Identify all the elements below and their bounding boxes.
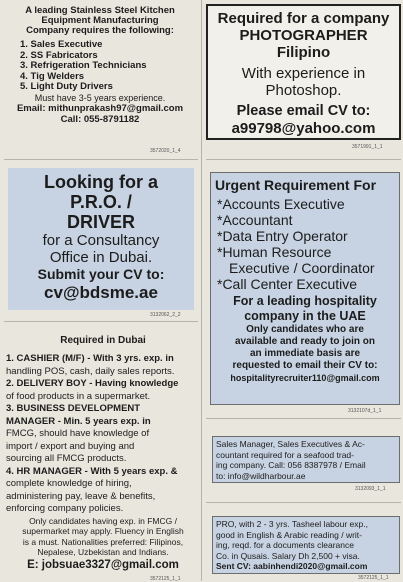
body-line: ing company. Call: 056 8387978 / Email [216,460,366,470]
body-line: Sent CV: aabinhendi2020@gmail.com [216,561,368,571]
ad-required-in-dubai [6,335,200,576]
requirement-line: With experience in [241,65,366,82]
job-title: P.R.O. / [70,192,132,212]
ad-ref-number: 3132107d_1_1 [348,408,382,414]
ad-seafood-trading [212,436,400,483]
ad-ref-number: 3571991_1_1 [352,144,383,150]
body-line: Only candidates having exp. in FMCG / [29,515,177,526]
list-item: 2. SS Fabricators [20,49,98,61]
body-line: requested to email their CV to: [232,360,378,371]
list-item: 4. Tig Welders [20,70,85,82]
body-line: an immediate basis are [249,348,361,359]
ad-title [2,6,198,36]
ad-urgent-requirement [210,172,400,405]
requirement-line: Photoshop. [265,82,342,99]
body-line: good in English & Arabic reading / writ- [216,529,362,540]
body-line: 4. HR MANAGER - With 5 years exp. & [6,465,178,477]
ad-kitchen-equipment [2,0,198,150]
ad-ref-number: 3132062_2_2 [150,312,181,318]
body-line: supermarket may apply. Fluency in English [22,526,184,536]
body-line: handling POS, cash, daily sales reports. [6,365,175,377]
nationality: Filipino [276,44,331,61]
contact-label: Submit your CV to: [37,266,165,282]
ad-divider [4,321,198,322]
body-line: ing, reqd. for a documents clearance [216,540,354,550]
list-item: Executive / Coordinator [229,260,375,276]
body-line: FMCG, should have knowledge of [6,428,150,439]
ad-divider [206,418,401,419]
ad-divider [4,159,198,160]
body-line: Co. in Qusais. Salary Dh 2,500 + visa. [216,550,360,561]
ad-body [216,519,399,572]
subheading: company in the UAE [244,309,366,323]
ad-heading: Required in Dubai [60,335,146,346]
ad-ref-number: 3132093_1_1 [355,486,386,492]
job-list [20,40,198,93]
title-line: A leading Stainless Steel Kitchen [25,5,175,16]
body-line: of food products in a supermarket. [6,390,151,402]
body-line: complete knowledge of hiring, [6,478,132,489]
body-line: countant required for a seafood trad- [216,449,354,460]
body-line: 2. DELIVERY BOY - Having knowledge [6,378,179,389]
job-list [217,196,399,292]
body-line: administering pay, leave & benefits, [6,490,156,502]
list-item: *Human Resource [217,244,332,260]
body-line: to: info@wildharbour.ae [216,470,306,481]
column-divider [201,0,202,581]
description-line: for a Consultancy [42,232,160,249]
body-line: PRO, with 2 - 3 yrs. Tasheel labour exp., [216,519,368,529]
description-line: Office in Dubai. [49,249,153,266]
body-line: 1. CASHIER (M/F) - With 3 yrs. exp. in [6,353,174,364]
contact-phone: Call: 055-8791182 [60,113,140,125]
ad-divider [206,502,401,503]
contact-email: E: jobsuae3327@gmail.com [27,558,179,571]
contact-email: Email: mithunprakash97@gmail.com [16,102,184,114]
ad-body [216,439,399,481]
body-line: 3. BUSINESS DEVELOPMENT [6,403,141,414]
body-line: import / export and buying and [6,440,135,452]
subheading: For a leading hospitality [233,294,377,308]
body-line: available and ready to join on [234,336,376,347]
ad-photographer [206,4,401,140]
body-line: sourcing all FMCG products. [6,453,127,464]
ad-body [6,353,200,558]
list-item: *Data Entry Operator [217,228,348,244]
ad-heading: Urgent Requirement For [215,177,377,193]
experience-note: Must have 3-5 years experience. [34,92,166,103]
title-line: Company requires the following: [26,25,174,36]
ad-pro-tasheel [212,516,400,574]
list-item: *Accountant [217,212,293,228]
title-line: Equipment Manufacturing [41,15,159,26]
body-line: is a must. Nationalities preferred: Filipinos, [22,536,184,547]
ad-pro-driver [8,168,194,310]
list-item: 5. Light Duty Drivers [20,81,113,92]
ad-ref-number: 3572125_1_1 [150,576,181,582]
body-line: Nepalese, Uzbekistan and Indians. [37,547,169,557]
list-item: *Accounts Executive [217,196,345,212]
job-title: DRIVER [66,212,135,232]
body-line: Only candidates who are [246,324,364,335]
job-title: PHOTOGRAPHER [239,27,368,44]
contact-email: cv@bdsme.ae [44,283,158,302]
ad-heading: Required for a company [217,10,390,27]
contact-email: hospitalityrecruiter110@gmail.com [230,373,380,383]
list-item: 1. Sales Executive [20,39,103,50]
contact-label: Please email CV to: [236,103,371,119]
body-line: Sales Manager, Sales Executives & Ac- [216,439,365,449]
list-item: 3. Refrigeration Technicians [20,60,147,71]
contact-email: a99798@yahoo.com [231,120,376,137]
body-line: MANAGER - Min. 5 years exp. in [6,415,151,427]
body-line: enforcing company policies. [6,503,124,514]
ad-ref-number: 3572125_1_1 [358,575,389,581]
ad-heading: Looking for a [44,172,158,192]
ad-divider [206,159,401,160]
list-item: *Call Center Executive [217,276,358,292]
ad-body [211,324,399,372]
ad-ref-number: 3572020_1_4 [150,148,181,154]
